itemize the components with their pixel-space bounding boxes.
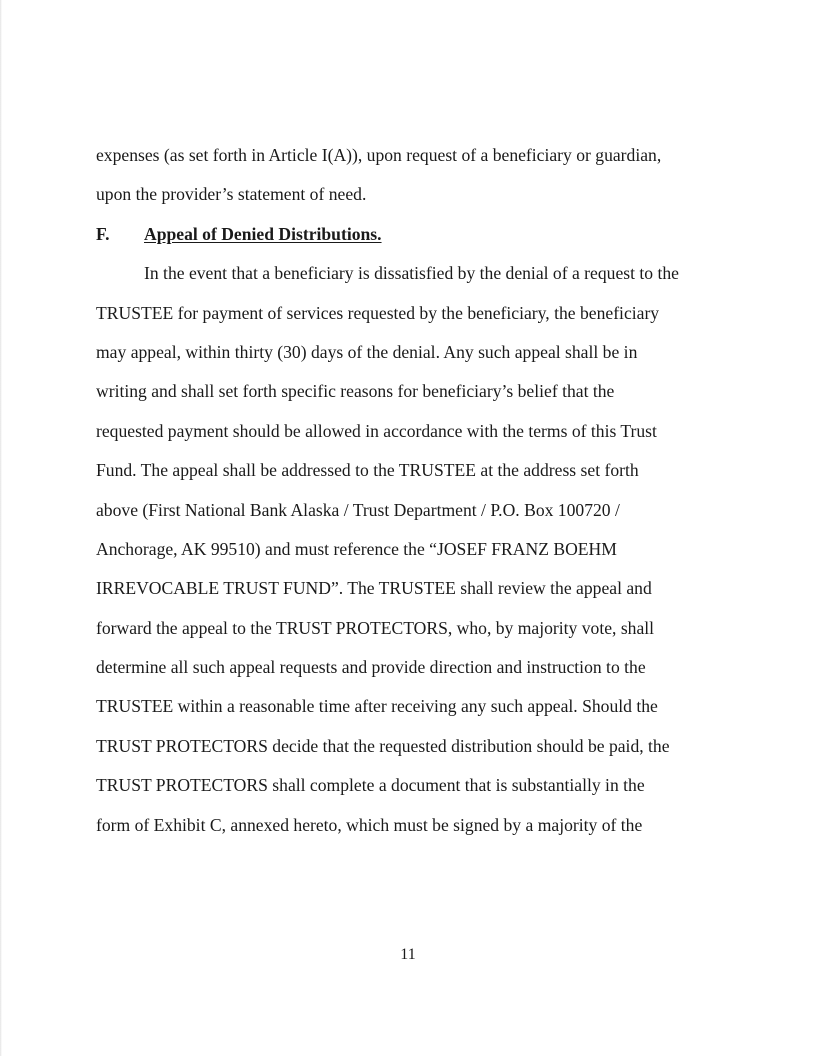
- text-line: expenses (as set forth in Article I(A)), upon request of a beneficiary or guardian,: [96, 145, 662, 165]
- text-line: IRREVOCABLE TRUST FUND”. The TRUSTEE shall review the appeal and: [96, 578, 652, 599]
- section-heading: [96, 215, 736, 254]
- text-line: requested payment should be allowed in accordance with the terms of this Trust: [96, 420, 657, 441]
- document-body: [96, 136, 736, 845]
- text-line: Anchorage, AK 99510) and must reference the “JOSEF FRANZ BOEHM: [96, 538, 617, 559]
- text-line: upon the provider’s statement of need.: [96, 184, 367, 205]
- paragraph-first-line: In the event that a beneficiary is dissatisfied by the denial of a request to the: [144, 263, 679, 284]
- text-line: form of Exhibit C, annexed hereto, which must be signed by a majority of the: [96, 814, 643, 835]
- text-line: TRUSTEE for payment of services requested by the beneficiary, the beneficiary: [96, 302, 660, 323]
- text-line: writing and shall set forth specific reasons for beneficiary’s belief that the: [96, 381, 615, 402]
- section-letter: F.: [96, 223, 110, 244]
- text-line: TRUST PROTECTORS shall complete a document that is substantially in the: [96, 775, 645, 796]
- text-line: Fund. The appeal shall be addressed to the TRUSTEE at the address set forth: [96, 460, 639, 481]
- page-edge-shadow: [0, 0, 2, 1056]
- page-number: 11: [400, 946, 416, 963]
- text-line: forward the appeal to the TRUST PROTECTORS, who, by majority vote, shall: [96, 617, 655, 638]
- text-line: may appeal, within thirty (30) days of the denial. Any such appeal shall be in: [96, 341, 638, 362]
- text-line: TRUSTEE within a reasonable time after receiving any such appeal. Should the: [96, 696, 658, 717]
- section-title: Appeal of Denied Distributions.: [144, 223, 382, 244]
- text-line: above (First National Bank Alaska / Trust Department / P.O. Box 100720 /: [96, 499, 620, 520]
- text-line: TRUST PROTECTORS decide that the requested distribution should be paid, the: [96, 735, 670, 756]
- text-line: determine all such appeal requests and provide direction and instruction to the: [96, 657, 646, 678]
